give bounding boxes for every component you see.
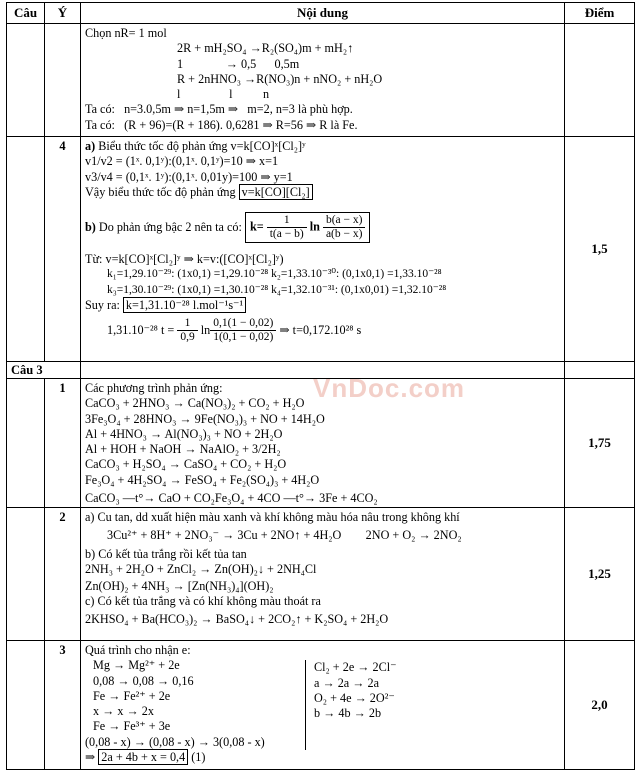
header-cau: Câu xyxy=(7,3,45,24)
header-y: Ý xyxy=(45,3,81,24)
boxed-rate-law: v=k[CO][Cl₂] xyxy=(239,184,313,200)
score: 2,0 xyxy=(565,641,635,770)
score: 1,5 xyxy=(565,137,635,362)
row-3-3-content: Quá trình cho nhận e: Mg → Mg²⁺ + 2e 0,08 → 0,08 → 0,16 Fe → Fe²⁺ + 2e x → x → 2x Fe → Fe³⁺ + 3e (0,08 - x) → (0,08 - x) → 3(0,08 - x) Cl₂ + 2e → 2Cl⁻ a → 2a → 2a O₂ + 4e → 2O²⁻ b → 4b → 2b ⇒ 2a + 4b + x = 0,4 (1) xyxy=(85,643,397,765)
row-a-content: Chọn nR= 1 mol 2R + mH₂SO₄ →R₂(SO₄)m + mH₂↑ 1 → 0,5 0,5m R + 2nHNO₃ →R(NO₃)n + nNO₂ + nH₂O l l n Ta có: n=3.0,5m ⇒ n=1,5m ⇒ m=2, n=3 là phù hợp. Ta có: (R + 96)=(R + 186). 0,6281 ⇒ R=56 ⇒ R là Fe. xyxy=(85,26,383,132)
section-row xyxy=(7,362,635,379)
header-row xyxy=(7,3,635,24)
boxed-rate-formula: k= $\frac{1}{t(a - b)}$ ln $\frac{b(a - x)}{a(b - x)}$ xyxy=(245,212,371,243)
table-row xyxy=(7,137,635,362)
score: 1,75 xyxy=(565,379,635,508)
table-row xyxy=(7,24,635,137)
table-row xyxy=(7,379,635,508)
row-3-1-content: VnDoc.com Các phương trình phản ứng: CaCO₃ + 2HNO₃ → Ca(NO₃)₂ + CO₂ + H₂O 3Fe₃O₄ + 28HNO₃ → 9Fe(NO₃)₃ + NO + 14H₂O Al + 4HNO₃ → Al(NO₃)₃ + NO + 2H₂O Al + HOH + NaOH → NaAlO₂ + 3/2H₂ CaCO₃ + H₂SO₄ → CaSO₄ + CO₂ + H₂O Fe₃O₄ + 4H₂SO₄ → FeSO₄ + Fe₂(SO₄)₃ + 4H₂O CaCO₃ —t°→ CaO + CO₂Fe₃O₄ + 4CO —t°→ 3Fe + 4CO₂ xyxy=(85,373,466,506)
item-number: 4 xyxy=(45,137,81,362)
score: 1,25 xyxy=(565,508,635,641)
item-number: 1 xyxy=(45,379,81,508)
section-label: Câu 3 xyxy=(7,362,81,379)
table-row xyxy=(7,508,635,641)
table-row xyxy=(7,641,635,770)
boxed-equation: 2a + 4b + x = 0,4 xyxy=(98,749,188,765)
item-number: 2 xyxy=(45,508,81,641)
item-number: 3 xyxy=(45,641,81,770)
header-noi-dung: Nội dung xyxy=(81,3,565,24)
header-diem: Điểm xyxy=(565,3,635,24)
watermark-logo: VnDoc.com xyxy=(313,373,466,403)
boxed-k-value: k=1,31.10⁻²⁸ l.mol⁻¹s⁻¹ xyxy=(123,297,246,313)
row-4-content: a) Biểu thức tốc độ phản ứng v=k[CO]ˣ[Cl₂]ʸ v1/v2 = (1ˣ. 0,1ʸ):(0,1ˣ. 0,1ʸ)=10 ⇒ x=1 v3/v4 = (0,1ˣ. 1ʸ):(0,1ˣ. 0,01y)=100 ⇒ y=1 Vậy biểu thức tốc độ phản ứng v=k[CO][Cl₂] b) Do phản ứng bậc 2 nên ta có: k= $\frac{1}{t(a - b)}$ ln $\frac{b(a - x)}{a(b - x)}$ Từ: v=k[CO]ˣ[Cl₂]ʸ ⇒ k=v:([CO]ˣ[Cl₂]ʸ) k₁=1,29.10⁻²⁹: (1x0,1) =1,29.10⁻²⁸ k₂=1,33.10⁻³⁰: (0,1x0,1) =1,33.10⁻²⁸ k₃=1,30.10⁻²⁹: (1x0,1) =1,30.10⁻²⁸ k₄=1,32.10⁻³¹: (0,1x0,01) =1,32.10⁻²⁸ Suy ra: k=1,31.10⁻²⁸ l.mol⁻¹s⁻¹ 1,31.10⁻²⁸ t = $\frac{1}{0,9}$ ln $\frac{0,1(1 - 0,02)}{1(0,1 - 0,02)}$ ⇒ t=0,172.10²⁸ s xyxy=(85,139,447,343)
answer-table xyxy=(6,2,635,770)
row-3-2-content: a) Cu tan, dd xuất hiện màu xanh và khí không màu hóa nâu trong không khí 3Cu²⁺ + 8H⁺ + 2NO₃⁻ → 3Cu + 2NO↑ + 4H₂O 2NO + O₂ → 2NO₂ b) Có kết tủa trắng rồi kết tủa tan 2NH₃ + 2H₂O + ZnCl₂ → Zn(OH)₂↓ + 2NH₄Cl Zn(OH)₂ + 4NH₃ → [Zn(NH₃)₄](OH)₂ c) Có kết tủa trắng và có khí không màu thoát ra 2KHSO₄ + Ba(HCO₃)₂ → BaSO₄↓ + 2CO₂↑ + K₂SO₄ + 2H₂O xyxy=(85,510,462,626)
